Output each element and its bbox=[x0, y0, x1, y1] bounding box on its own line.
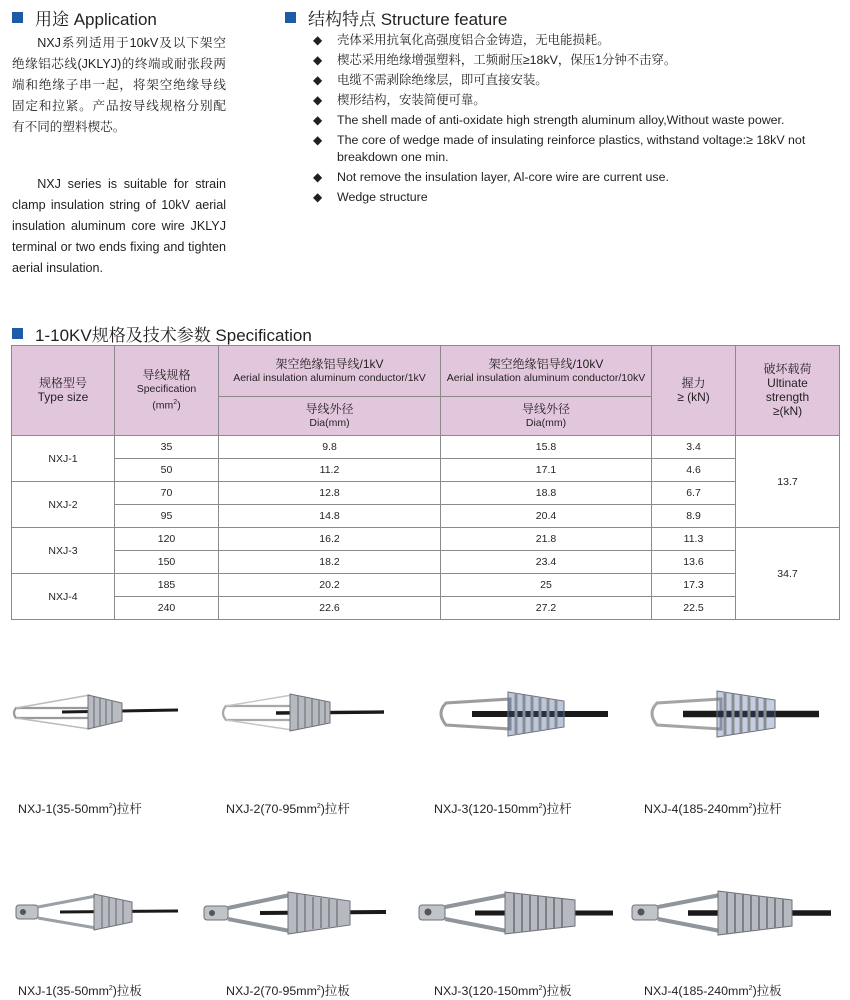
list-item: ◆ 楔形结构，安装简便可靠。 bbox=[313, 93, 486, 107]
header-1kv: 架空绝缘铝导线/1kV Aerial insulation aluminum conductor/1kV bbox=[219, 346, 441, 397]
diamond-bullet-icon: ◆ bbox=[313, 170, 323, 184]
break-value: 34.7 bbox=[736, 528, 840, 620]
product-caption-2: NXJ-$2(70-95mm^2)$拉杆 bbox=[226, 802, 350, 816]
header-10kv: 架空绝缘铝导线/10kV Aerial insulation aluminum conductor/10kV bbox=[441, 346, 652, 397]
diamond-bullet-icon: ◆ bbox=[313, 93, 323, 107]
spec-title: 1-10KV规格及技术参数 Specification bbox=[35, 326, 312, 345]
diamond-bullet-icon: ◆ bbox=[313, 73, 323, 87]
header-break: 破坏载荷 Ultinate strength ≥(kN) bbox=[736, 346, 840, 436]
diamond-bullet-icon: ◆ bbox=[313, 53, 323, 67]
table-row: 150 18.2 23.4 13.6 bbox=[12, 551, 840, 574]
list-item: ◆ 壳体采用抗氧化高强度铝合金铸造，无电能损耗。 bbox=[313, 33, 610, 47]
application-title: 用途 Application bbox=[35, 10, 157, 29]
product-caption-1: NXJ-$1(35-50mm^2)$拉杆 bbox=[18, 802, 142, 816]
table-row: NXJ-2 70 12.8 18.8 6.7 bbox=[12, 482, 840, 505]
table-row: NXJ-1 35 9.8 15.8 3.4 13.7 bbox=[12, 436, 840, 459]
table-row: 240 22.6 27.2 22.5 bbox=[12, 597, 840, 620]
product-caption-3: NXJ-$3(120-150mm^2)$拉杆 bbox=[434, 802, 572, 816]
product-image-2 bbox=[218, 683, 428, 743]
break-value: 13.7 bbox=[736, 436, 840, 528]
header-grip: 握力 ≥ (kN) bbox=[652, 346, 736, 436]
product-caption-6: NXJ-$2(70-95mm^2)$拉板 bbox=[226, 984, 350, 998]
list-item: ◆ Not remove the insulation layer, Al-core wire are current use. bbox=[313, 170, 669, 184]
header-spec: 导线规格 Specification $(mm^2)$ bbox=[115, 346, 219, 436]
header-dia-1kv: 导线外径 Dia(mm) bbox=[219, 397, 441, 436]
application-text-zh: NXJ系列适用于10kV及以下架空绝缘铝芯线(JKLYJ)的终端或耐张段两端和绝缘子串一起，将架空绝缘导线固定和拉紧。产品按导线规格分别配有不同的塑料楔芯。 bbox=[12, 36, 226, 134]
square-bullet-icon bbox=[12, 12, 23, 23]
product-caption-7: NXJ-$3(120-150mm^2)$拉板 bbox=[434, 984, 572, 998]
square-bullet-icon bbox=[12, 328, 23, 339]
diamond-bullet-icon: ◆ bbox=[313, 33, 323, 47]
list-item: ◆ The shell made of anti-oxidate high strength aluminum alloy,Without waste power. bbox=[313, 113, 785, 127]
feature-list bbox=[313, 32, 838, 209]
product-caption-5: NXJ-$1(35-50mm^2)$拉板 bbox=[18, 984, 142, 998]
product-image-6 bbox=[200, 883, 410, 945]
product-image-4 bbox=[643, 683, 850, 745]
diamond-bullet-icon: ◆ bbox=[313, 133, 323, 147]
list-item: ◆ 楔芯采用绝缘增强塑料，工频耐压≥18kV，保压1分钟不击穿。 bbox=[313, 53, 677, 67]
list-item: ◆ 电缆不需剥除绝缘层，即可直接安装。 bbox=[313, 73, 548, 87]
structure-title: 结构特点 Structure feature bbox=[308, 10, 508, 29]
product-caption-4: NXJ-$4(185-240mm^2)$拉杆 bbox=[644, 802, 782, 816]
product-image-1 bbox=[10, 683, 220, 743]
header-type: 规格型号 Type size bbox=[12, 346, 115, 436]
product-image-7 bbox=[415, 883, 625, 945]
diamond-bullet-icon: ◆ bbox=[313, 113, 323, 127]
table-row: NXJ-4 185 20.2 25 17.3 bbox=[12, 574, 840, 597]
header-dia-10kv: 导线外径 Dia(mm) bbox=[441, 397, 652, 436]
diamond-bullet-icon: ◆ bbox=[313, 190, 323, 204]
spec-heading bbox=[12, 321, 312, 346]
product-image-8 bbox=[628, 883, 838, 945]
table-row: NXJ-3 120 16.2 21.8 11.3 34.7 bbox=[12, 528, 840, 551]
table-row: 95 14.8 20.4 8.9 bbox=[12, 505, 840, 528]
product-caption-8: NXJ-$4(185-240mm^2)$拉板 bbox=[644, 984, 782, 998]
list-item: ◆ Wedge structure bbox=[313, 190, 428, 204]
structure-heading bbox=[285, 5, 507, 30]
spec-table bbox=[11, 345, 840, 620]
product-image-3 bbox=[432, 683, 642, 745]
application-text-en: NXJ series is suitable for strain clamp insulation string of 10kV aerial insulation aluminum core wire JKLYJ terminal or two ends fixing and tighten aerial insulation. bbox=[12, 177, 226, 275]
square-bullet-icon bbox=[285, 12, 296, 23]
application-heading bbox=[12, 5, 157, 30]
table-row: 50 11.2 17.1 4.6 bbox=[12, 459, 840, 482]
list-item: ◆ The core of wedge made of insulating reinforce plastics, withstand voltage:≥ 18kV not breakdown one min. bbox=[313, 133, 806, 164]
product-image-5 bbox=[10, 883, 220, 943]
